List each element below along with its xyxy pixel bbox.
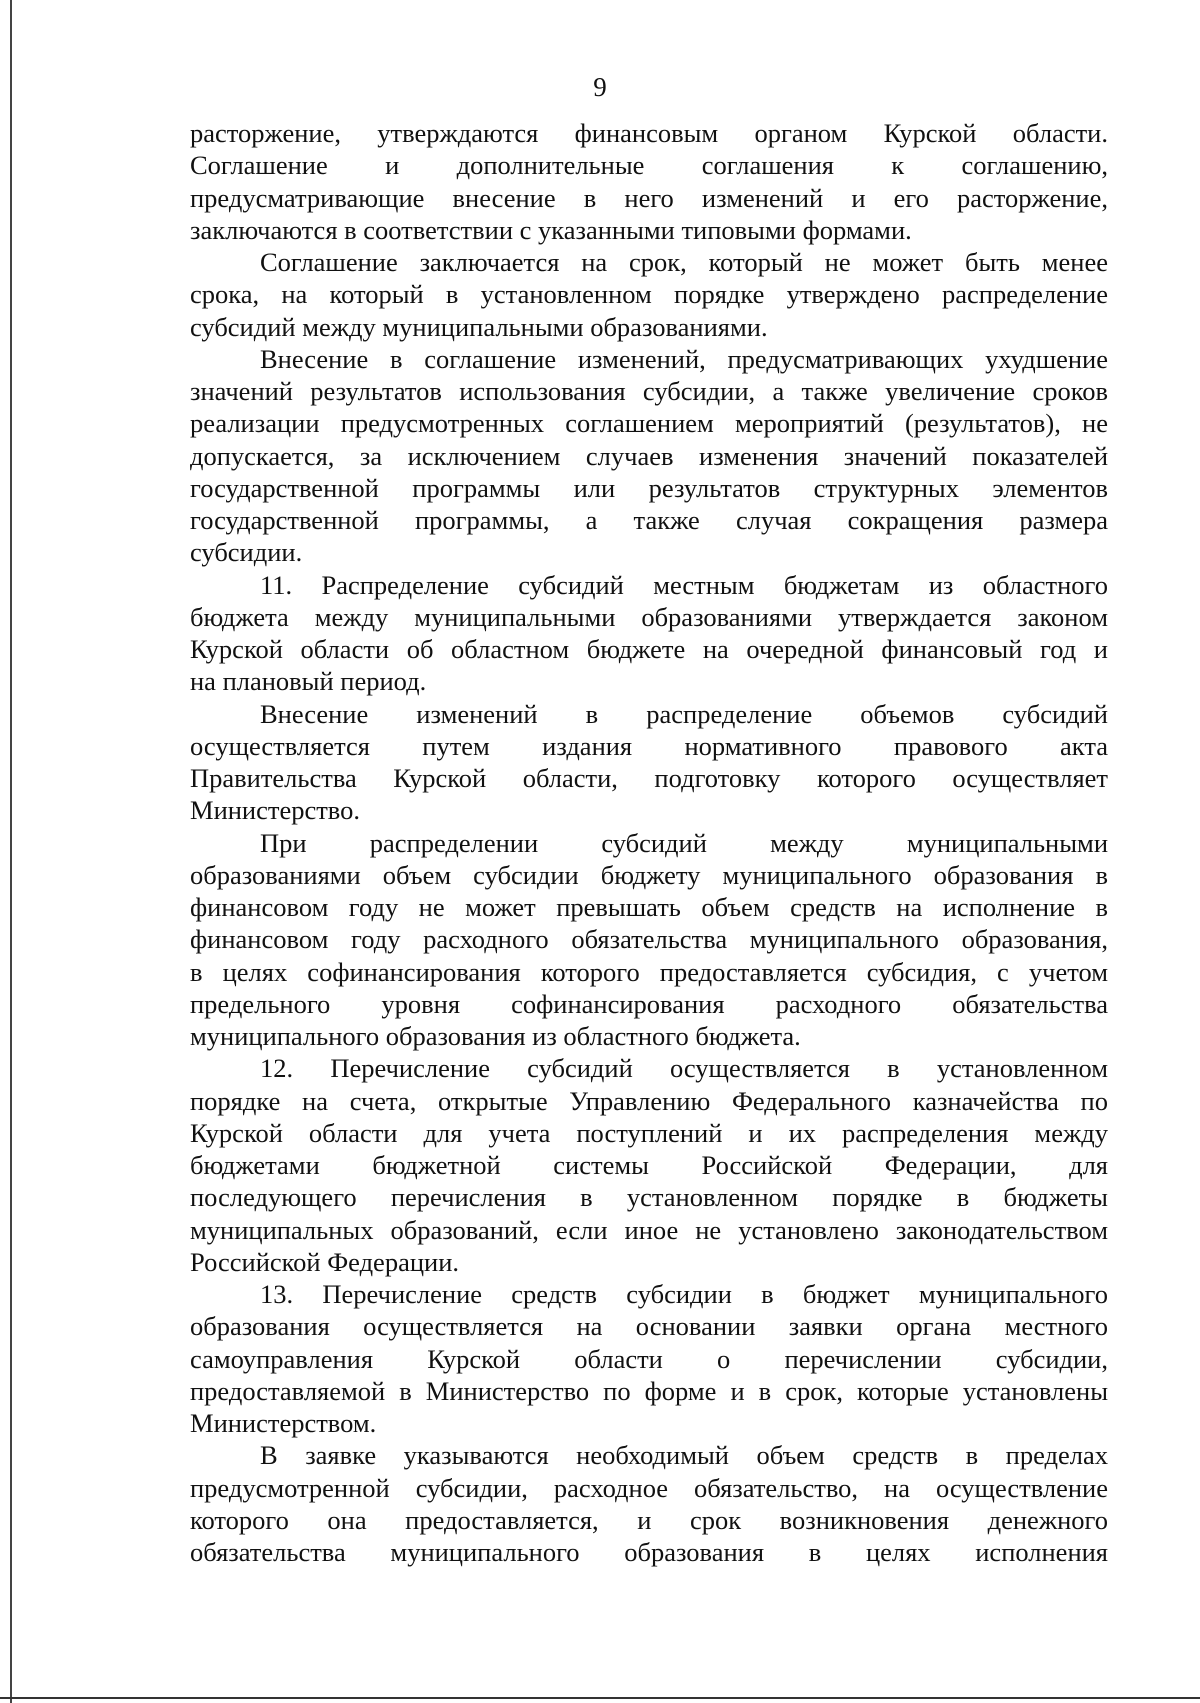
text-line: самоуправления Курской области о перечислении субсидии, (190, 1343, 1108, 1374)
text-line: муниципального образования из областного бюджета. (190, 1021, 801, 1051)
text-line: Соглашение заключается на срок, который не может быть менее (260, 247, 1108, 277)
text-line: 12. Перечисление субсидий осуществляется в установленном (260, 1053, 1108, 1084)
text-line: Российской Федерации. (190, 1246, 459, 1277)
text-line: заключаются в соответствии с указанными типовыми формами. (190, 214, 912, 245)
text-line: Курской области для учета поступлений и их распределения между (190, 1117, 1108, 1148)
text-line: 13. Перечисление средств субсидии в бюджет муниципального (260, 1279, 1108, 1309)
text-line: бюджетами бюджетной системы Российской Федерации, для (190, 1150, 1108, 1180)
text-line: Соглашение и дополнительные соглашения к соглашению, (190, 150, 1108, 181)
text-line: государственной программы, а также случая сокращения размера (190, 505, 1108, 535)
scan-edge-bottom (0, 1697, 1200, 1699)
text-line: допускается, за исключением случаев изменения значений показателей (190, 440, 1108, 471)
text-line: государственной программы или результатов структурных элементов (190, 472, 1108, 503)
text-line: субсидий между муниципальными образованиями. (190, 311, 768, 342)
text-line: срока, на который в установленном порядке утверждено распределение (190, 279, 1108, 310)
text-line: реализации предусмотренных соглашением мероприятий (результатов), не (190, 408, 1108, 439)
text-line: предусматривающие внесение в него изменений и его расторжение, (190, 182, 1108, 213)
text-line: в целях софинансирования которого предоставляется субсидия, с учетом (190, 956, 1108, 987)
text-line: финансовом году расходного обязательства муниципального образования, (190, 924, 1108, 955)
text-line: образованиями объем субсидии бюджету муниципального образования в (190, 859, 1108, 890)
text-line: которого она предоставляется, и срок возникновения денежного (190, 1504, 1108, 1535)
text-line: Министерством. (190, 1408, 377, 1438)
text-line: предусмотренной субсидии, расходное обязательство, на осуществление (190, 1472, 1108, 1503)
text-line: осуществляется путем издания нормативного правового акта (190, 730, 1108, 761)
text-line: порядке на счета, открытые Управлению Федерального казначейства по (190, 1085, 1108, 1116)
text-line: бюджета между муниципальными образованиями утверждается законом (190, 601, 1108, 632)
text-line: Внесение в соглашение изменений, предусматривающих ухудшение (260, 343, 1108, 374)
scan-edge-left (10, 0, 12, 1703)
text-line: субсидии. (190, 537, 303, 568)
text-line: предоставляемой в Министерство по форме и в срок, которые установлены (190, 1375, 1108, 1406)
text-line: муниципальных образований, если иное не установлено законодательством (190, 1214, 1108, 1245)
text-line: Правительства Курской области, подготовку которого осуществляет (190, 763, 1108, 793)
text-line: образования осуществляется на основании заявки органа местного (190, 1311, 1108, 1342)
text-line: расторжение, утверждаются финансовым органом Курской области. (190, 118, 1108, 148)
text-line: Курской области об областном бюджете на очередной финансовый год и (190, 634, 1108, 664)
text-line: При распределении субсидий между муниципальными (260, 827, 1108, 858)
text-line: финансовом году не может превышать объем средств на исполнение в (190, 892, 1108, 922)
text-line: 11. Распределение субсидий местным бюджетам из областного (260, 569, 1108, 600)
text-line: В заявке указываются необходимый объем средств в пределах (260, 1440, 1108, 1471)
text-line: последующего перечисления в установленном порядке в бюджеты (190, 1182, 1108, 1213)
document-body (190, 117, 1108, 1568)
text-line: обязательства муниципального образования в целях исполнения (190, 1537, 1108, 1567)
text-line: Внесение изменений в распределение объемов субсидий (260, 698, 1108, 729)
text-line: Министерство. (190, 795, 361, 826)
text-line: значений результатов использования субсидии, а также увеличение сроков (190, 376, 1108, 406)
page-number: 9 (593, 72, 607, 102)
text-line: на плановый период. (190, 666, 427, 697)
text-line: предельного уровня софинансирования расходного обязательства (190, 988, 1108, 1019)
